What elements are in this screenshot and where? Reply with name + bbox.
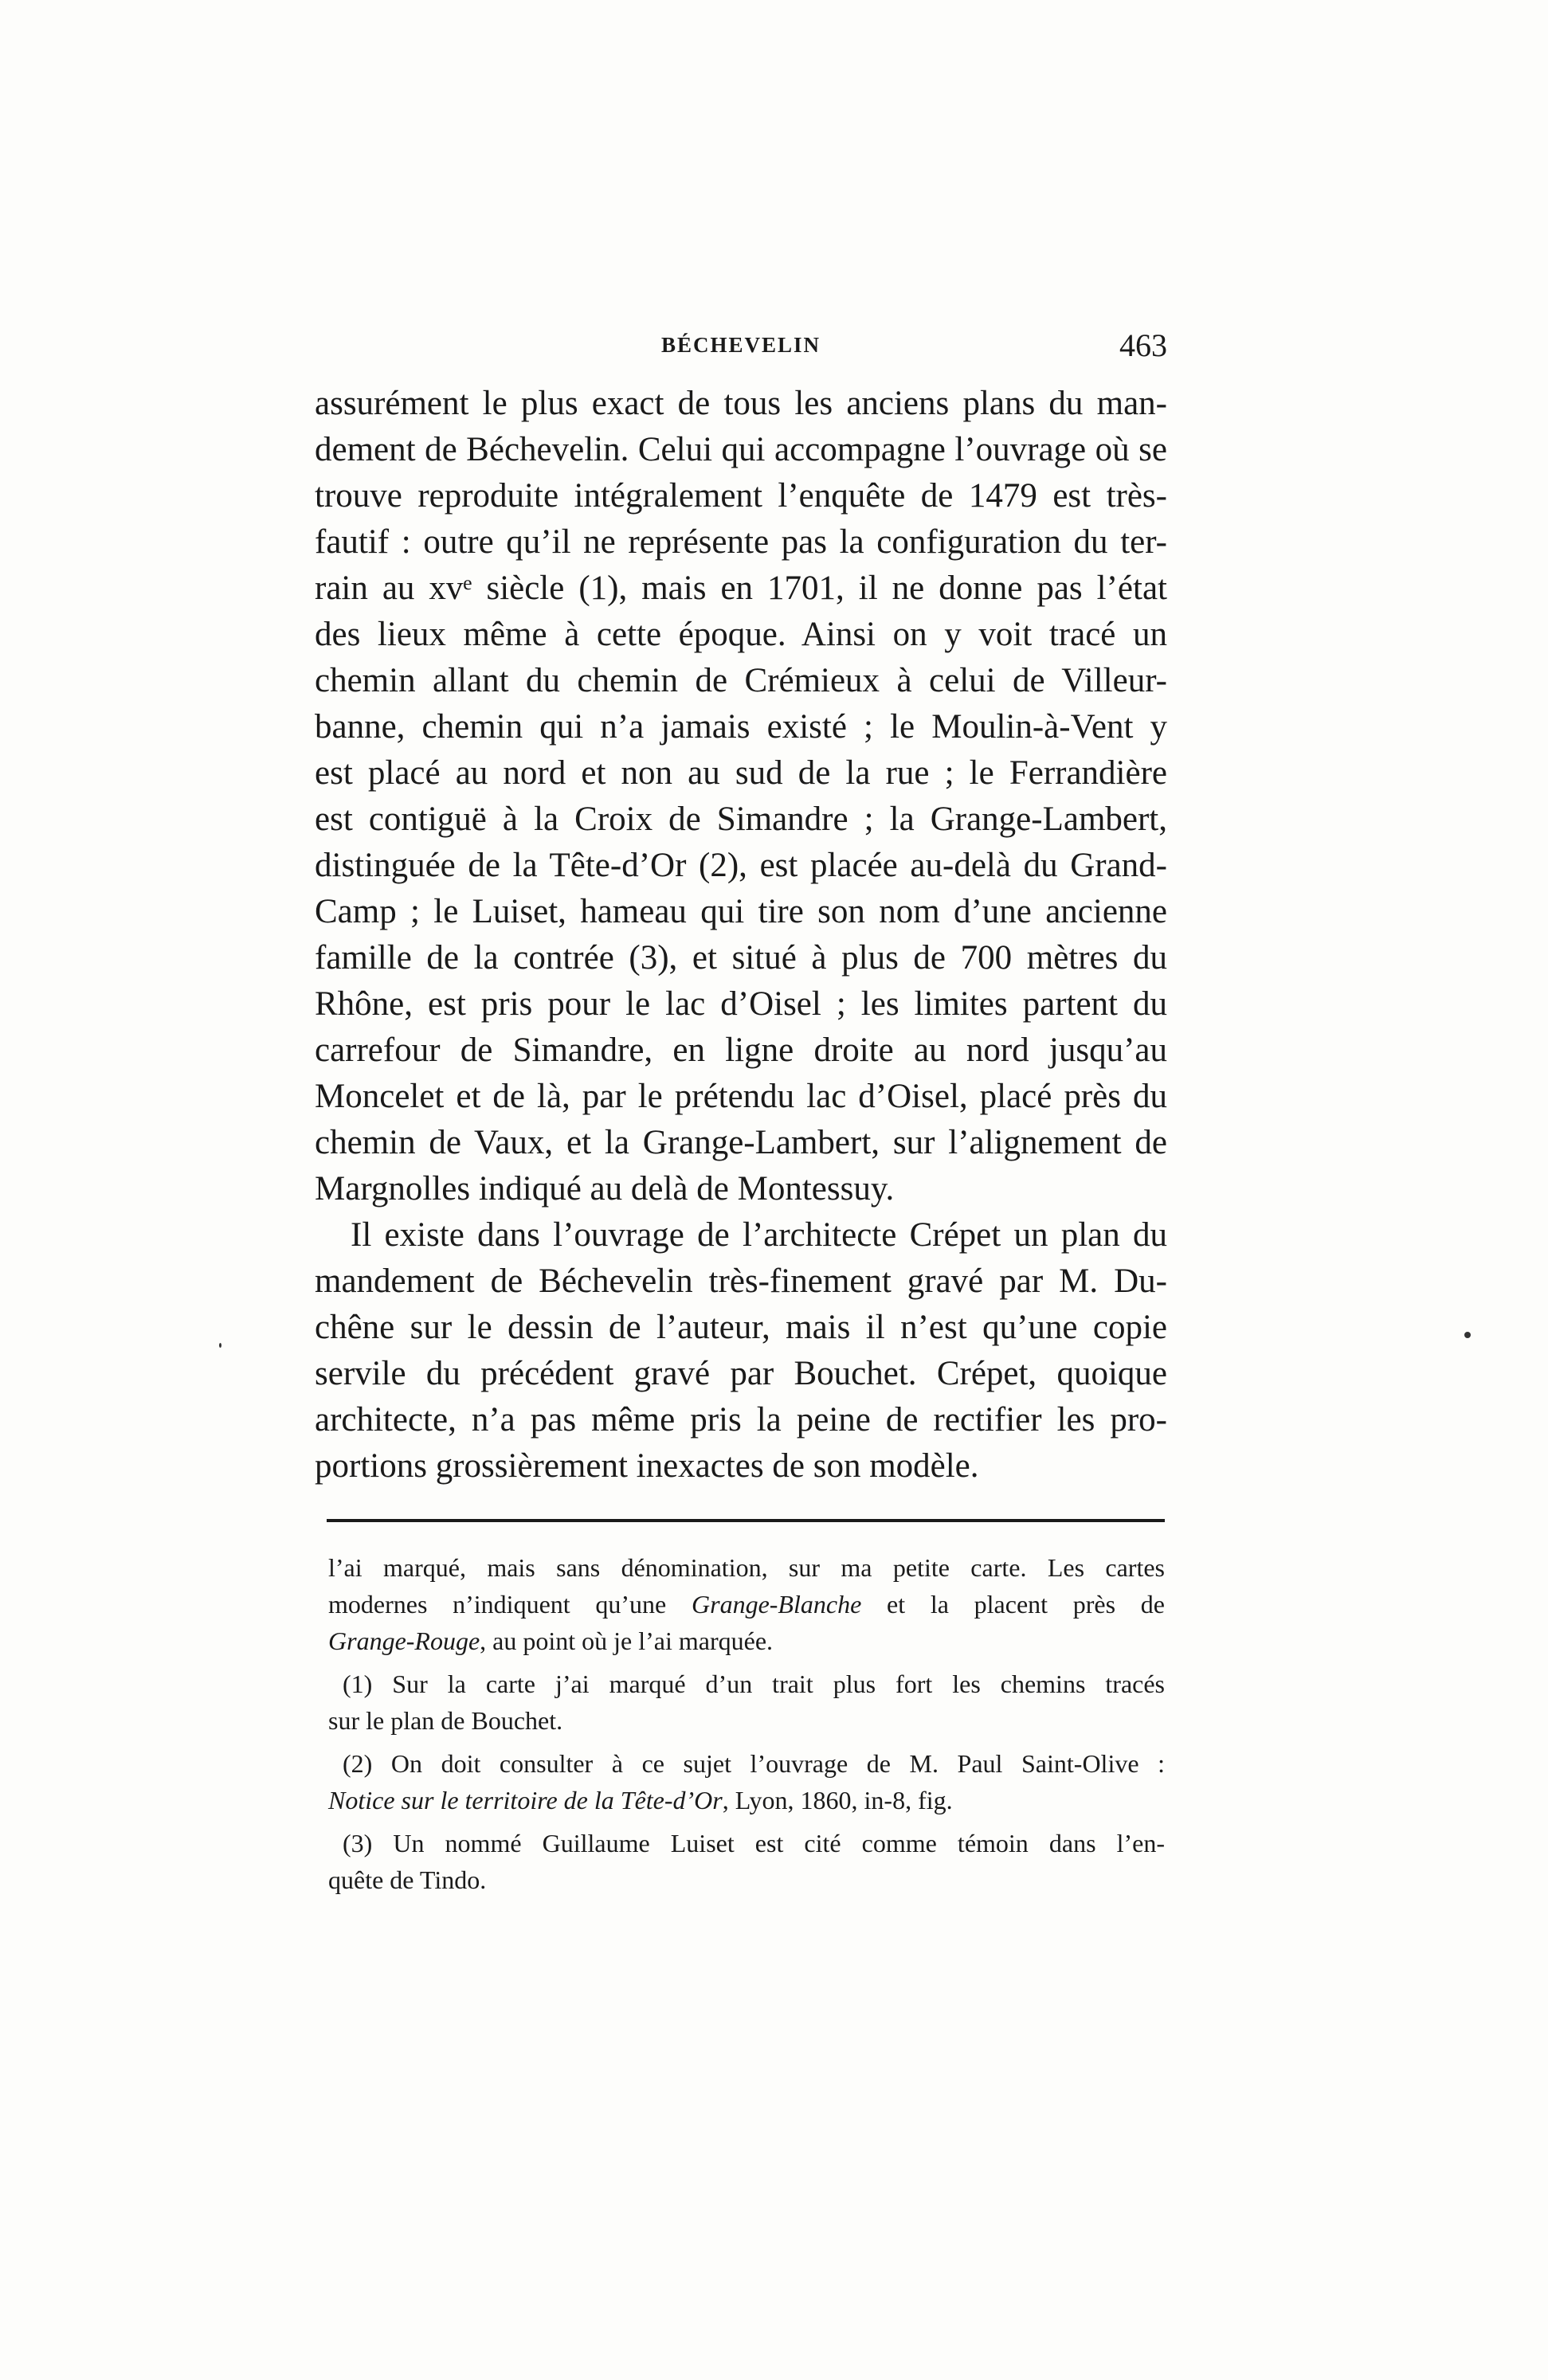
body-line: Margnolles indiqué au delà de Montessuy. — [315, 1170, 895, 1208]
body-line: Moncelet et de là, par le prétendu lac d’Oisel, placé près du — [315, 1078, 1167, 1115]
footnote-line — [328, 1586, 1165, 1623]
body-line: des lieux même à cette époque. Ainsi on y voit tracé un — [315, 616, 1167, 653]
footnote-3-line: quête de Tindo. — [328, 1865, 487, 1894]
footnote-italic-text: Grange-Rouge — [328, 1626, 480, 1655]
footnote-italic-text: Notice sur le territoire de la Tête-d’Or — [328, 1786, 723, 1814]
body-line: portions grossièrement inexactes de son modèle. — [315, 1447, 979, 1485]
footnote-text: , Lyon, 1860, in-8, fig. — [722, 1786, 953, 1814]
footnote-line: l’ai marqué, mais sans dénomination, sur ma petite carte. Les cartes — [328, 1553, 1165, 1582]
ink-speck — [219, 1343, 221, 1348]
footnote-text: et la placent près de — [861, 1590, 1166, 1619]
footnote-2-line — [328, 1782, 1165, 1818]
footnote-2-line: (2) On doit consulter à ce sujet l’ouvrage de M. Paul Saint-Olive : — [343, 1749, 1165, 1778]
body-line: fautif : outre qu’il ne représente pas la configuration du ter- — [315, 523, 1167, 561]
body-line: rain au xvᵉ siècle (1), mais en 1701, il ne donne pas l’état — [315, 570, 1167, 607]
body-line: Camp ; le Luiset, hameau qui tire son nom d’une ancienne — [315, 893, 1167, 930]
body-line: carrefour de Simandre, en ligne droite au nord jusqu’au — [315, 1031, 1167, 1069]
body-line: servile du précédent gravé par Bouchet. Crépet, quoique — [315, 1355, 1167, 1392]
footnote-italic-text: Grange-Blanche — [692, 1590, 862, 1619]
body-line: Rhône, est pris pour le lac d’Oisel ; les limites partent du — [315, 985, 1167, 1023]
running-head-title: BÉCHEVELIN — [660, 333, 821, 357]
ink-speck — [1464, 1332, 1471, 1338]
footnotes — [328, 1549, 1165, 1898]
body-line: distinguée de la Tête-d’Or (2), est placée au-delà du Grand- — [315, 847, 1167, 884]
footnote-text: modernes n’indiquent qu’une — [328, 1590, 692, 1619]
footnote-text: , au point où je l’ai marquée. — [480, 1626, 774, 1655]
body-text — [315, 381, 1167, 1489]
footnote-1-line: (1) Sur la carte j’ai marqué d’un trait plus fort les chemins tracés — [343, 1670, 1165, 1698]
body-line: trouve reproduite intégralement l’enquête de 1479 est très- — [315, 477, 1167, 515]
body-line: famille de la contrée (3), et situé à plus de 700 mètres du — [315, 939, 1167, 977]
footnote-3-line: (3) Un nommé Guillaume Luiset est cité comme témoin dans l’en- — [343, 1829, 1165, 1857]
running-head — [315, 327, 1167, 373]
body-line: assurément le plus exact de tous les anciens plans du man- — [315, 385, 1167, 422]
footnote-rule — [327, 1519, 1165, 1522]
body-line: chemin allant du chemin de Crémieux à celui de Villeur- — [315, 662, 1167, 699]
body-line: chêne sur le dessin de l’auteur, mais il n’est qu’une copie — [315, 1309, 1167, 1346]
body-line: mandement de Béchevelin très-finement gravé par M. Du- — [315, 1262, 1167, 1300]
footnote-line — [328, 1623, 1165, 1659]
page-number: 463 — [1119, 327, 1167, 363]
body-line: chemin de Vaux, et la Grange-Lambert, sur l’alignement de — [315, 1124, 1167, 1161]
body-line: architecte, n’a pas même pris la peine de rectifier les pro- — [315, 1401, 1167, 1439]
footnote-1-line: sur le plan de Bouchet. — [328, 1706, 563, 1735]
body-line: est placé au nord et non au sud de la rue ; le Ferrandière — [315, 754, 1167, 792]
body-line: dement de Béchevelin. Celui qui accompagne l’ouvrage où se — [315, 431, 1167, 468]
body-line: Il existe dans l’ouvrage de l’architecte Crépet un plan du — [351, 1216, 1167, 1254]
body-line: est contiguë à la Croix de Simandre ; la Grange-Lambert, — [315, 801, 1167, 838]
body-line: banne, chemin qui n’a jamais existé ; le Moulin-à-Vent y — [315, 708, 1167, 746]
